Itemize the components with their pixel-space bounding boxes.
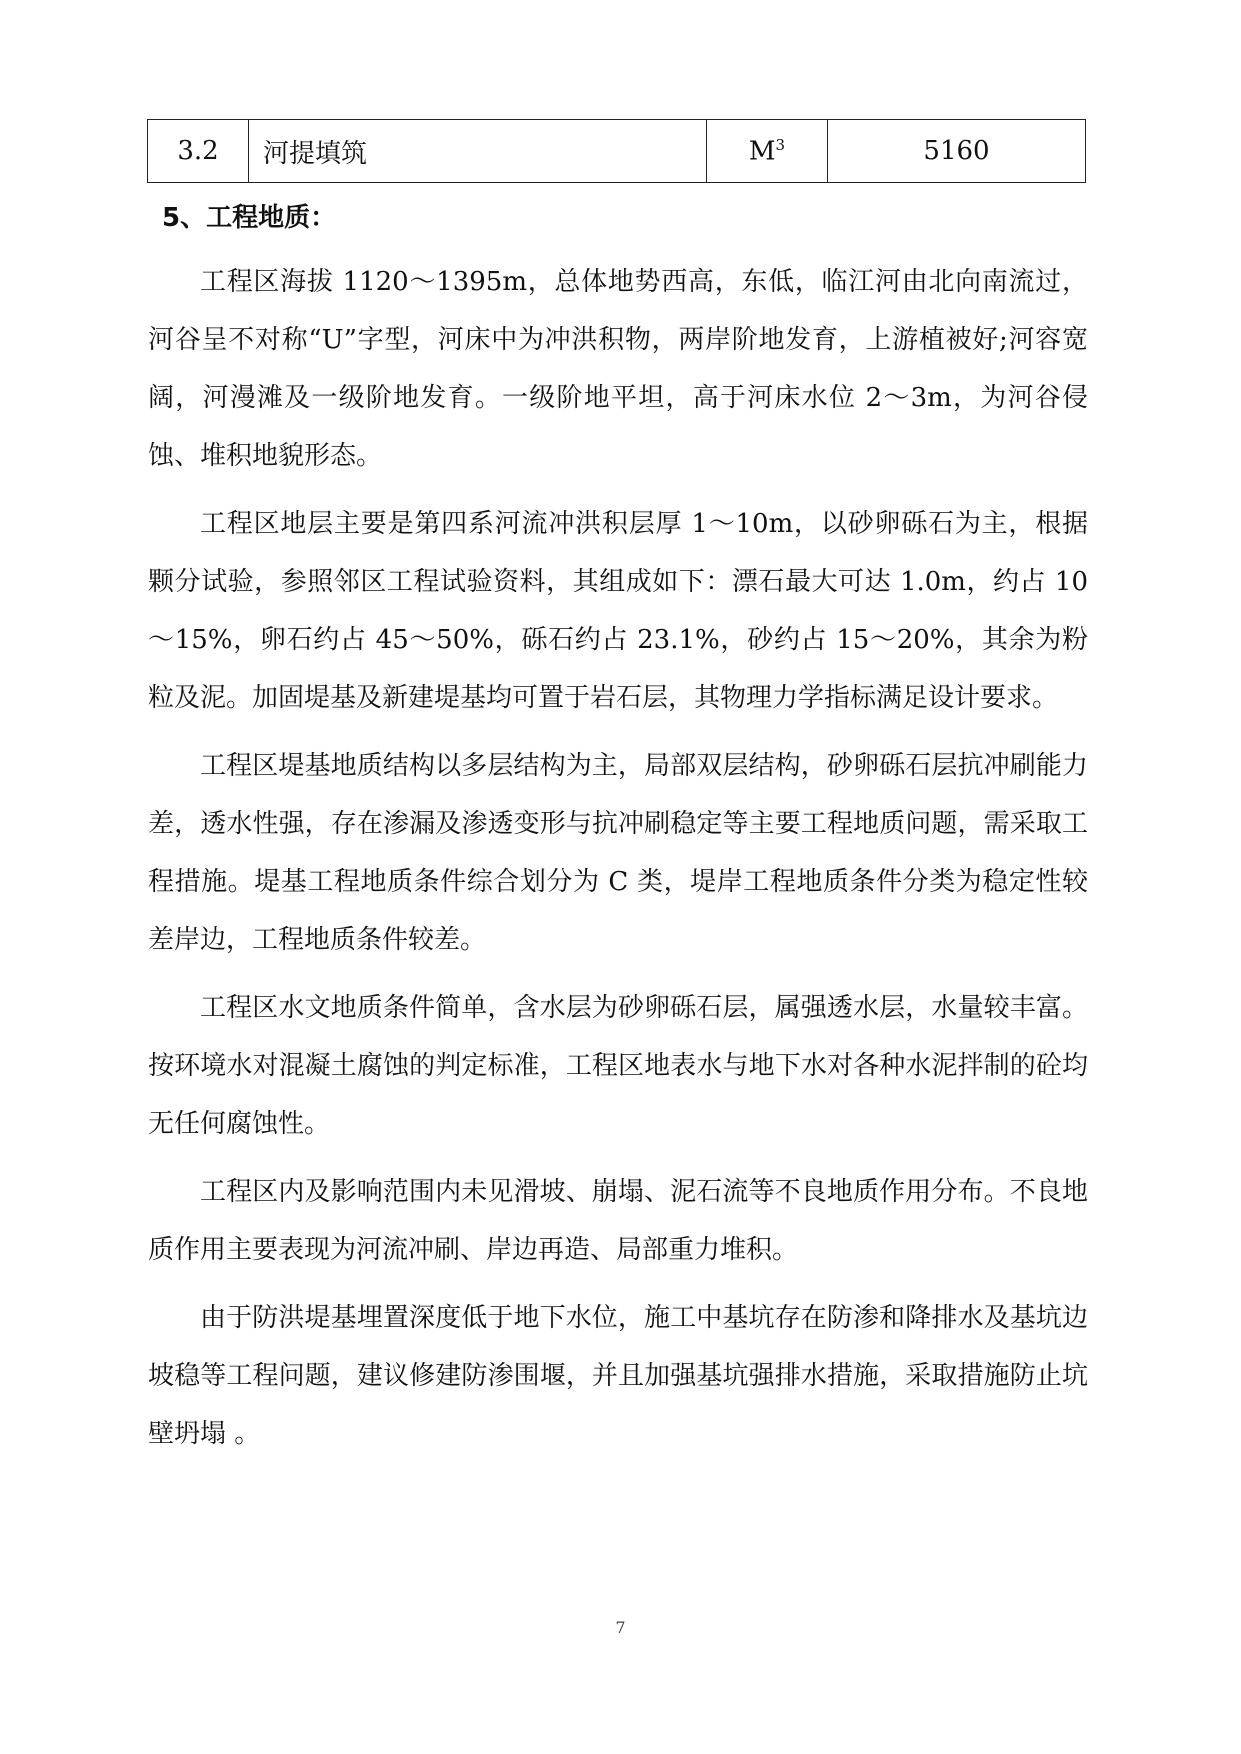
quantity-cell: 5160 bbox=[828, 120, 1086, 183]
paragraph-hydrogeology: 工程区水文地质条件简单，含水层为砂卵砾石层，属强透水层，水量较丰富。按环境水对混凝土腐蚀的判定标准，工程区地表水与地下水对各种水泥拌制的砼均无任何腐蚀性。 bbox=[148, 993, 1088, 1139]
body-text bbox=[148, 253, 1088, 1473]
unit-cell bbox=[707, 120, 828, 183]
item-name-cell: 河提填筑 bbox=[249, 120, 707, 183]
unit-base: M bbox=[748, 136, 776, 167]
paragraph-seepage-recommendation: 由于防洪堤基埋置深度低于地下水位，施工中基坑存在防渗和降排水及基坑边坡稳等工程问题，建议修建防渗围堰，并且加强基坑强排水措施，采取措施防止坑壁坍塌 。 bbox=[148, 1303, 1088, 1449]
paragraph-strata: 工程区地层主要是第四系河流冲洪积层厚 1～10m，以砂卵砾石为主，根据颗分试验，参照邻区工程试验资料，其组成如下：漂石最大可达 1.0m，约占 10～15%，卵石约占 45～50%，砾石约占 23.1%，砂约占 15～20%，其余为粉粒及泥。加固堤基及新建堤基均可置于岩石层，其物理力学指标满足设计要求。 bbox=[148, 509, 1088, 713]
unit-superscript: 3 bbox=[775, 135, 786, 154]
item-number-cell: 3.2 bbox=[148, 120, 249, 183]
paragraph-adverse-geology: 工程区内及影响范围内未见滑坡、崩塌、泥石流等不良地质作用分布。不良地质作用主要表现为河流冲刷、岸边再造、局部重力堆积。 bbox=[148, 1177, 1088, 1265]
paragraph-foundation-structure: 工程区堤基地质结构以多层结构为主，局部双层结构，砂卵砾石层抗冲刷能力差，透水性强，存在渗漏及渗透变形与抗冲刷稳定等主要工程地质问题，需采取工程措施。堤基工程地质条件综合划分为 C 类，堤岸工程地质条件分类为稳定性较差岸边，工程地质条件较差。 bbox=[148, 751, 1088, 955]
section-heading: 5、工程地质： bbox=[162, 203, 337, 233]
table-row bbox=[148, 120, 1086, 183]
page-number: 7 bbox=[615, 1618, 626, 1637]
quantity-table bbox=[147, 119, 1086, 183]
paragraph-terrain: 工程区海拔 1120～1395m，总体地势西高，东低，临江河由北向南流过，河谷呈不对称“U”字型，河床中为冲洪积物，两岸阶地发育，上游植被好;河容宽阔，河漫滩及一级阶地发育。一级阶地平坦，高于河床水位 2～3m，为河谷侵蚀、堆积地貌形态。 bbox=[148, 267, 1088, 471]
